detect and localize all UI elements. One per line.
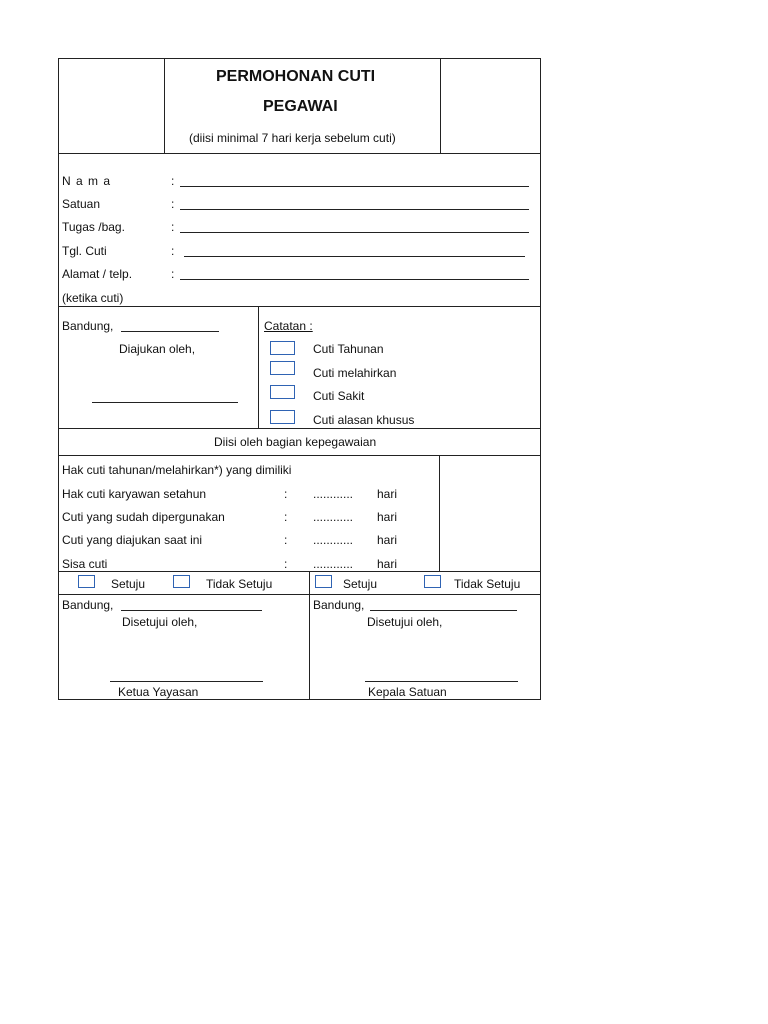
form-subtitle: (diisi minimal 7 hari kerja sebelum cuti) [189,131,396,145]
hr-heading: Hak cuti tahunan/melahirkan*) yang dimiliki [62,463,292,477]
hr-row-unit: hari [377,510,398,524]
tugas-input-line[interactable] [180,232,529,233]
left-agree-label: Setuju [111,577,146,591]
cuti-tahunan-checkbox[interactable] [270,341,295,355]
applicant-signature-line[interactable] [92,402,238,403]
hr-row-colon: : [284,487,288,501]
hr-row-label: Hak cuti karyawan setahun [62,487,207,501]
approval-divider [309,571,310,700]
hr-row-dots[interactable]: ............ [313,487,354,501]
form-title-line1: PERMOHONAN CUTI [216,68,376,85]
header-divider-left [164,59,165,154]
hr-row-label: Sisa cuti [62,557,108,571]
alamat-note: (ketika cuti) [62,291,124,305]
hr-row-label: Cuti yang sudah dipergunakan [62,510,225,524]
field-colon: : [171,174,175,188]
hr-row-dots[interactable]: ............ [313,533,354,547]
cuti-alasan-khusus-label: Cuti alasan khusus [313,413,415,427]
cuti-melahirkan-label: Cuti melahirkan [313,366,397,380]
request-place: Bandung, [62,319,114,333]
hr-row-colon: : [284,533,288,547]
request-bottom-line [59,428,541,429]
right-place: Bandung, [313,598,365,612]
header-divider-right [440,59,441,154]
cuti-sakit-checkbox[interactable] [270,385,295,399]
left-signature-line[interactable] [110,681,263,682]
right-approved-by: Disetujui oleh, [367,615,443,629]
right-agree-checkbox[interactable] [315,575,332,588]
hr-row-colon: : [284,510,288,524]
hr-right-divider [439,455,440,571]
cuti-alasan-khusus-checkbox[interactable] [270,410,295,424]
field-label-alamat: Alamat / telp. [62,267,133,281]
hr-section-title: Diisi oleh bagian kepegawaian [214,435,377,449]
right-disagree-checkbox[interactable] [424,575,441,588]
nama-input-line[interactable] [180,186,529,187]
catatan-label: Catatan : [264,319,313,333]
left-disagree-checkbox[interactable] [173,575,190,588]
field-label-tgl-cuti: Tgl. Cuti [62,244,107,258]
form-title-line2: PEGAWAI [263,98,338,115]
field-colon: : [171,267,175,281]
identity-bottom-line [59,306,541,307]
hr-row-dots[interactable]: ............ [313,557,354,571]
right-disagree-label: Tidak Setuju [454,577,521,591]
hr-row-colon: : [284,557,288,571]
left-signer-title: Ketua Yayasan [118,685,199,699]
field-label-nama: N a m a [62,174,112,188]
field-colon: : [171,244,175,258]
request-date-line[interactable] [121,331,219,332]
hr-row-unit: hari [377,487,398,501]
cuti-sakit-label: Cuti Sakit [313,389,365,403]
alamat-input-line[interactable] [180,279,529,280]
left-place: Bandung, [62,598,114,612]
left-approved-by: Disetujui oleh, [122,615,198,629]
field-label-satuan: Satuan [62,197,101,211]
hr-row-unit: hari [377,557,398,571]
right-date-line[interactable] [370,610,517,611]
right-signer-title: Kepala Satuan [368,685,447,699]
header-bottom-line [59,153,541,154]
leave-request-form [58,58,541,700]
field-colon: : [171,197,175,211]
satuan-input-line[interactable] [180,209,529,210]
left-date-line[interactable] [121,610,262,611]
right-agree-label: Setuju [343,577,378,591]
submitted-by-label: Diajukan oleh, [119,342,196,356]
hr-row-unit: hari [377,533,398,547]
left-agree-checkbox[interactable] [78,575,95,588]
request-divider [258,306,259,428]
hr-title-bottom-line [59,455,541,456]
hr-bottom-line [59,571,541,572]
field-label-tugas: Tugas /bag. [62,220,125,234]
right-signature-line[interactable] [365,681,518,682]
field-colon: : [171,220,175,234]
tgl-cuti-input-line[interactable] [184,256,525,257]
cuti-melahirkan-checkbox[interactable] [270,361,295,375]
hr-row-dots[interactable]: ............ [313,510,354,524]
approval-checkbox-bottom-line [59,594,541,595]
left-disagree-label: Tidak Setuju [206,577,273,591]
cuti-tahunan-label: Cuti Tahunan [313,342,384,356]
hr-row-label: Cuti yang diajukan saat ini [62,533,203,547]
